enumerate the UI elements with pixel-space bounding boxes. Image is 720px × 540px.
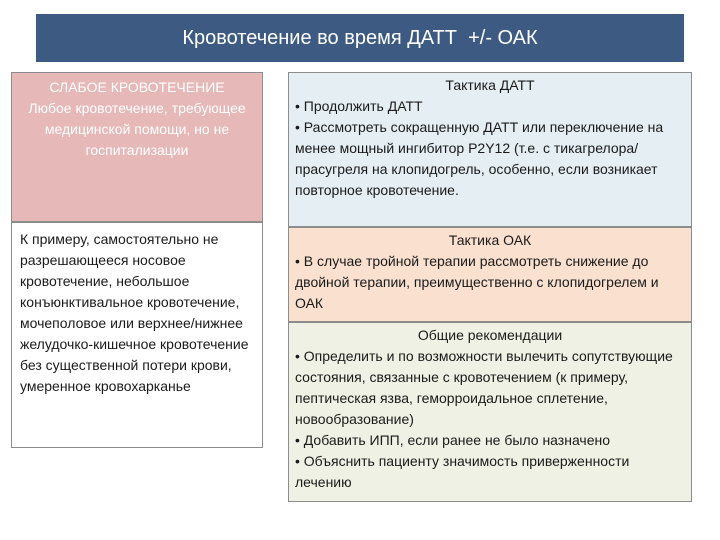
general-recommendations-heading: Общие рекомендации — [417, 327, 563, 343]
mild-bleeding-heading: СЛАБОЕ КРОВОТЕЧЕНИЕ — [49, 79, 225, 95]
oak-tactics-box — [288, 227, 692, 322]
mild-bleeding-description: Любое кровотечение, требующее медицинской помощи, но не госпитализации — [28, 100, 246, 158]
datt-bullet-2: • Рассмотреть сокращенную ДАТТ или переключение на менее мощный ингибитор P2Y12 (т.е. с тикагрелора/прасугреля на клопидогрель, особенно, если возникает повторное кровотечение. — [295, 119, 664, 198]
general-bullet-2: • Добавить ИПП, если ранее не было назначено — [295, 432, 611, 448]
oak-bullet-1: • В случае тройной терапии рассмотреть снижение до двойной терапии, преимущественно с клопидогрелем и ОАК — [295, 253, 659, 311]
mild-bleeding-definition-box — [11, 72, 263, 222]
oak-tactics-heading: Тактика ОАК — [448, 232, 532, 248]
mild-bleeding-examples-box — [11, 222, 263, 448]
general-bullet-1: • Определить и по возможности вылечить сопутствующие состояния, связанные с кровотечением (к примеру, пептическая язва, геморроидальное сплетение, новообразование) — [295, 348, 673, 427]
general-recommendations-box — [288, 322, 692, 502]
datt-bullet-1: • Продолжить ДАТТ — [295, 98, 423, 114]
mild-bleeding-examples: К примеру, самостоятельно не разрешающееся носовое кровотечение, небольшое конъюнктивальное кровотечение, мочеполовое или верхнее/нижнее желудочко-кишечное кровотечение без существенной потери крови, умеренное кровохарканье — [20, 231, 249, 394]
slide-title: Кровотечение во время ДАТТ +/- ОАК — [36, 14, 684, 62]
datt-tactics-box — [288, 72, 692, 227]
datt-tactics-heading: Тактика ДАТТ — [445, 77, 535, 93]
general-bullet-3: • Объяснить пациенту значимость приверженности лечению — [295, 453, 630, 490]
